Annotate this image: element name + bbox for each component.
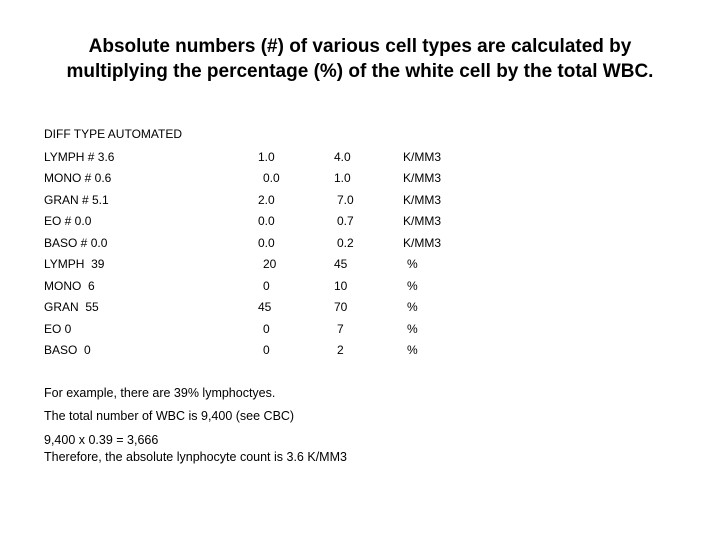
table-row	[0, 236, 720, 252]
row-high: 0.7	[337, 214, 354, 228]
row-unit: K/MM3	[403, 193, 442, 207]
row-low: 0.0	[258, 236, 275, 250]
row-high: 70	[334, 300, 348, 314]
row-high: 4.0	[334, 150, 351, 164]
row-label: LYMPH # 3.6	[44, 150, 115, 164]
row-low: 0	[263, 322, 270, 336]
row-low: 0.0	[258, 214, 275, 228]
section-label: DIFF TYPE AUTOMATED	[44, 127, 183, 141]
table-row	[0, 300, 720, 316]
row-low: 45	[258, 300, 272, 314]
table-row	[0, 214, 720, 230]
row-unit: K/MM3	[403, 214, 442, 228]
row-label: GRAN 55	[44, 300, 99, 314]
row-label: EO 0	[44, 322, 72, 336]
note-total-wbc: The total number of WBC is 9,400 (see CBC)	[44, 409, 295, 423]
table-row	[0, 150, 720, 166]
row-unit: K/MM3	[403, 236, 442, 250]
row-low: 0	[263, 279, 270, 293]
table-row	[0, 343, 720, 359]
table-row	[0, 171, 720, 187]
row-label: BASO 0	[44, 343, 91, 357]
row-high: 7	[337, 322, 344, 336]
row-low: 0	[263, 343, 270, 357]
table-row	[0, 279, 720, 295]
title-line-2: multiplying the percentage (%) of the white cell by the total WBC.	[66, 61, 654, 82]
row-unit: %	[407, 279, 418, 293]
row-label: MONO # 0.6	[44, 171, 112, 185]
table-row	[0, 257, 720, 273]
row-label: EO # 0.0	[44, 214, 92, 228]
row-label: MONO 6	[44, 279, 95, 293]
row-high: 10	[334, 279, 348, 293]
note-calculation: 9,400 x 0.39 = 3,666	[44, 433, 159, 447]
row-label: LYMPH 39	[44, 257, 105, 271]
row-unit: %	[407, 322, 418, 336]
row-low: 2.0	[258, 193, 275, 207]
row-high: 45	[334, 257, 348, 271]
row-low: 1.0	[258, 150, 275, 164]
row-high: 7.0	[337, 193, 354, 207]
slide-title	[0, 34, 720, 84]
row-label: GRAN # 5.1	[44, 193, 109, 207]
row-label: BASO # 0.0	[44, 236, 108, 250]
row-low: 0.0	[263, 171, 280, 185]
row-unit: %	[407, 257, 418, 271]
row-unit: %	[407, 343, 418, 357]
row-unit: %	[407, 300, 418, 314]
title-line-1: Absolute numbers (#) of various cell types are calculated by	[88, 36, 632, 57]
row-unit: K/MM3	[403, 150, 442, 164]
row-high: 2	[337, 343, 344, 357]
table-row	[0, 322, 720, 338]
row-low: 20	[263, 257, 277, 271]
row-high: 1.0	[334, 171, 351, 185]
row-unit: K/MM3	[403, 171, 442, 185]
row-high: 0.2	[337, 236, 354, 250]
note-example: For example, there are 39% lymphoctyes.	[44, 386, 276, 400]
table-row	[0, 193, 720, 209]
note-conclusion: Therefore, the absolute lynphocyte count is 3.6 K/MM3	[44, 450, 347, 464]
